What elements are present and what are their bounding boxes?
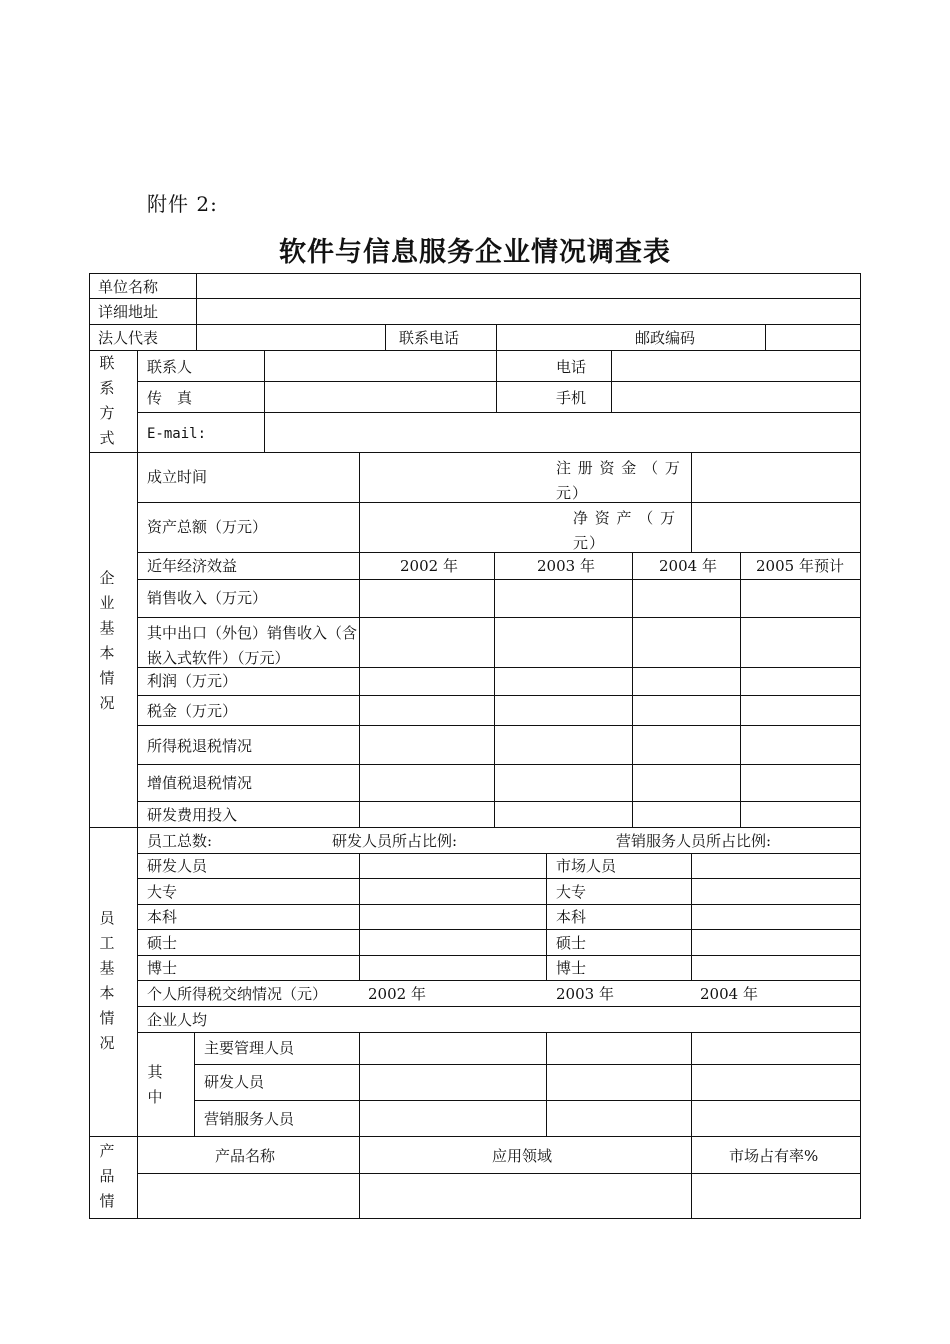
grid-line xyxy=(359,1136,360,1218)
staff-section-label: 员工基本情况 xyxy=(99,909,115,1052)
contact-person-label: 联系人 xyxy=(147,358,193,376)
grid-line xyxy=(89,324,861,325)
postcode-label: 邮政编码 xyxy=(635,329,696,347)
grid-line xyxy=(89,273,861,274)
phone-label: 联系电话 xyxy=(399,329,460,347)
rd-input-label: 研发费用投入 xyxy=(147,806,238,824)
survey-form-table xyxy=(89,273,861,1219)
legal-rep-label: 法人代表 xyxy=(98,329,159,347)
reg-capital-label: 注 册 资 金 （ 万元） xyxy=(556,459,681,502)
grid-line xyxy=(691,1136,692,1218)
product-section-label: 产品情 xyxy=(99,1142,115,1210)
total-staff-label: 员工总数: xyxy=(147,832,213,850)
tax-year-2002: 2002 年 xyxy=(368,985,426,1003)
total-assets-label: 资产总额（万元） xyxy=(147,518,268,536)
product-name-header: 产品名称 xyxy=(215,1147,276,1165)
profit-label: 利润（万元） xyxy=(147,672,238,690)
year-2003-header: 2003 年 xyxy=(537,557,595,575)
mgmt-label: 主要管理人员 xyxy=(204,1039,295,1057)
of-which-label: 其中 xyxy=(147,1063,163,1106)
founded-label: 成立时间 xyxy=(147,468,208,486)
income-tax-refund-label: 所得税退税情况 xyxy=(147,737,253,755)
sales-ratio-label: 营销服务人员所占比例: xyxy=(616,832,772,850)
year-2002-header: 2002 年 xyxy=(400,557,458,575)
grid-line xyxy=(137,980,861,981)
tax-year-2004: 2004 年 xyxy=(700,985,758,1003)
tel-label: 电话 xyxy=(556,358,587,376)
sales-label: 销售收入（万元） xyxy=(147,589,268,607)
contact-section-label: 联系方式 xyxy=(99,354,115,447)
grid-line xyxy=(194,1032,195,1137)
grid-line xyxy=(137,1173,861,1174)
grid-line xyxy=(359,1032,360,1137)
grid-line xyxy=(546,1032,547,1137)
grid-line xyxy=(385,324,386,351)
grid-line xyxy=(89,1136,861,1137)
grid-line xyxy=(740,552,741,828)
grid-line xyxy=(89,273,90,1219)
per-capita-label: 企业人均 xyxy=(147,1011,208,1029)
rd-personnel-label: 研发人员 xyxy=(204,1073,265,1091)
year-2004-header: 2004 年 xyxy=(659,557,717,575)
grid-line xyxy=(137,381,861,382)
market-share-header: 市场占有率% xyxy=(729,1147,819,1165)
master-label-right: 硕士 xyxy=(556,934,587,952)
net-assets-label: 净 资 产 （ 万元） xyxy=(573,509,677,552)
email-label: E-mail: xyxy=(147,426,207,442)
export-sales-label: 其中出口（外包）销售收入（含嵌入式软件）（万元） xyxy=(147,624,358,667)
grid-line xyxy=(496,324,497,351)
year-2005-header: 2005 年预计 xyxy=(756,557,844,575)
grid-line xyxy=(359,853,360,981)
grid-line xyxy=(137,929,861,930)
grid-line xyxy=(632,552,633,828)
grid-line xyxy=(611,350,612,413)
grid-line xyxy=(691,853,692,981)
personal-tax-label: 个人所得税交纳情况（元） xyxy=(147,985,328,1003)
tax-label: 税金（万元） xyxy=(147,702,238,720)
econ-benefit-label: 近年经济效益 xyxy=(147,557,238,575)
rd-staff-label: 研发人员 xyxy=(147,857,208,875)
grid-line xyxy=(137,801,861,802)
grid-line xyxy=(546,853,547,981)
grid-line xyxy=(494,552,495,828)
marketing-service-label: 营销服务人员 xyxy=(204,1110,295,1128)
doctor-label-left: 博士 xyxy=(147,959,178,977)
grid-line xyxy=(691,1032,692,1137)
grid-line xyxy=(137,878,861,879)
grid-line xyxy=(137,725,861,726)
master-label-left: 硕士 xyxy=(147,934,178,952)
grid-line xyxy=(196,273,197,351)
grid-line xyxy=(137,579,861,580)
address-label: 详细地址 xyxy=(98,303,159,321)
grid-line xyxy=(137,1006,861,1007)
rd-ratio-label: 研发人员所占比例: xyxy=(332,832,458,850)
grid-line xyxy=(691,452,692,553)
college-label-left: 大专 xyxy=(147,883,178,901)
grid-line xyxy=(89,827,861,828)
grid-line xyxy=(359,452,360,828)
grid-line xyxy=(89,350,861,351)
bachelor-label-left: 本科 xyxy=(147,908,178,926)
grid-line xyxy=(264,350,265,453)
unit-name-label: 单位名称 xyxy=(98,278,159,296)
grid-line xyxy=(860,273,861,1219)
grid-line xyxy=(137,695,861,696)
grid-line xyxy=(137,1032,861,1033)
grid-line xyxy=(137,955,861,956)
grid-line xyxy=(137,617,861,618)
app-field-header: 应用领域 xyxy=(492,1147,553,1165)
grid-line xyxy=(137,552,861,553)
grid-line xyxy=(194,1064,861,1065)
grid-line xyxy=(137,853,861,854)
grid-line xyxy=(496,350,497,413)
tax-year-2003: 2003 年 xyxy=(556,985,614,1003)
doctor-label-right: 博士 xyxy=(556,959,587,977)
market-staff-label: 市场人员 xyxy=(556,857,617,875)
form-title: 软件与信息服务企业情况调查表 xyxy=(279,237,671,268)
grid-line xyxy=(137,764,861,765)
annex-label: 附件 2: xyxy=(147,192,218,216)
fax-label: 传 真 xyxy=(147,389,193,407)
bachelor-label-right: 本科 xyxy=(556,908,587,926)
grid-line xyxy=(137,502,861,503)
college-label-right: 大专 xyxy=(556,883,587,901)
grid-line xyxy=(194,1100,861,1101)
grid-line xyxy=(89,452,861,453)
vat-refund-label: 增值税退税情况 xyxy=(147,774,253,792)
grid-line xyxy=(137,412,861,413)
grid-line xyxy=(137,904,861,905)
grid-line xyxy=(137,350,138,1218)
grid-line xyxy=(89,298,861,299)
enterprise-section-label: 企业基本情况 xyxy=(99,569,115,712)
grid-line xyxy=(89,1218,861,1219)
grid-line xyxy=(765,324,766,351)
mobile-label: 手机 xyxy=(556,389,587,407)
